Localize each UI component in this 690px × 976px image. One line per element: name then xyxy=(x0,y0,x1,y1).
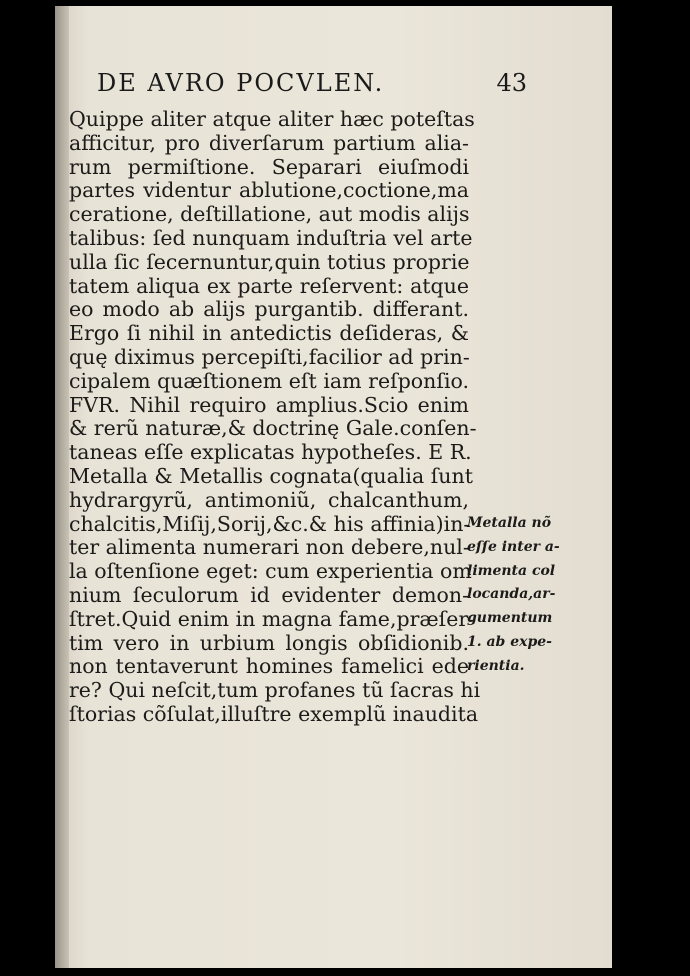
text-line: partes videntur ablutione,coctione,ma xyxy=(69,178,469,203)
text-line: ſtorias cõſulat,illuſtre exemplũ inaudita xyxy=(69,701,479,726)
running-title: DE AVRO POCVLEN. xyxy=(97,69,385,97)
text-line: FVR. Nihil requiro amplius.Scio enim xyxy=(69,392,469,417)
text-line: tim vero in urbium longis obſidionib. xyxy=(69,630,469,655)
text-line: re? Qui neſcit,tum profanes tũ ſacras hi xyxy=(69,678,481,703)
margin-note-line: rientia. xyxy=(467,657,525,674)
margin-note-line: eſſe inter a- xyxy=(467,538,560,555)
text-line: afficitur, pro diverſarum partium alia- xyxy=(69,130,469,155)
text-line: nium ſeculorum id evidenter demon- xyxy=(69,582,469,607)
text-line: & rerũ naturæ,& doctrinę Gale.conſen- xyxy=(69,416,477,441)
margin-note-line: gumentum xyxy=(467,610,553,627)
text-line: ceratione, deſtillatione, aut modis alijs xyxy=(69,202,470,227)
margin-note-line: limenta col xyxy=(467,562,556,579)
page-gutter xyxy=(55,6,69,968)
text-line: tatem aliqua ex parte reſervent: atque xyxy=(69,273,469,298)
text-line: Ergo ſi nihil in antedictis deſideras, & xyxy=(69,321,469,346)
text-line: ter alimenta numerari non debere,nul- xyxy=(69,535,470,560)
text-line: chalcitis,Miſij,Sorij,&c.& his affinia)in- xyxy=(69,511,471,536)
margin-note-line: 1. ab expe- xyxy=(467,633,552,650)
text-line: la oſtenſione eget: cum experientia om xyxy=(69,559,472,584)
margin-note-line: locanda,ar- xyxy=(467,586,556,603)
text-line: Quippe aliter atque aliter hæc poteſtas xyxy=(69,107,475,131)
text-line: talibus: ſed nunquam induſtria vel arte xyxy=(69,225,473,250)
running-header xyxy=(97,69,527,97)
page-number: 43 xyxy=(496,69,527,97)
text-line: eo modo ab alijs purgantib. differant. xyxy=(69,297,469,322)
text-line: ulla ſic ſecernuntur,quin totius proprie xyxy=(69,249,470,274)
text-line: ſtret.Quid enim in magna fame,præſer- xyxy=(69,606,476,631)
body-text xyxy=(69,107,481,727)
text-line: taneas eſſe explicatas hypotheſes. E R. xyxy=(69,440,472,465)
text-line: rum permiſtione. Separari eiuſmodi xyxy=(69,154,469,179)
text-line: hydrargyrũ, antimoniũ, chalcanthum, xyxy=(69,487,469,512)
text-line: cipalem quæſtionem eſt iam reſponſio. xyxy=(69,368,469,393)
marginal-note xyxy=(467,512,560,679)
text-line: non tentaverunt homines famelici ede xyxy=(69,654,469,679)
book-page xyxy=(55,6,612,968)
text-line: Metalla & Metallis cognata(qualia ſunt xyxy=(69,463,473,488)
text-line: quę diximus percepiſti,facilior ad prin- xyxy=(69,344,470,369)
margin-note-line: Metalla nõ xyxy=(467,515,552,531)
